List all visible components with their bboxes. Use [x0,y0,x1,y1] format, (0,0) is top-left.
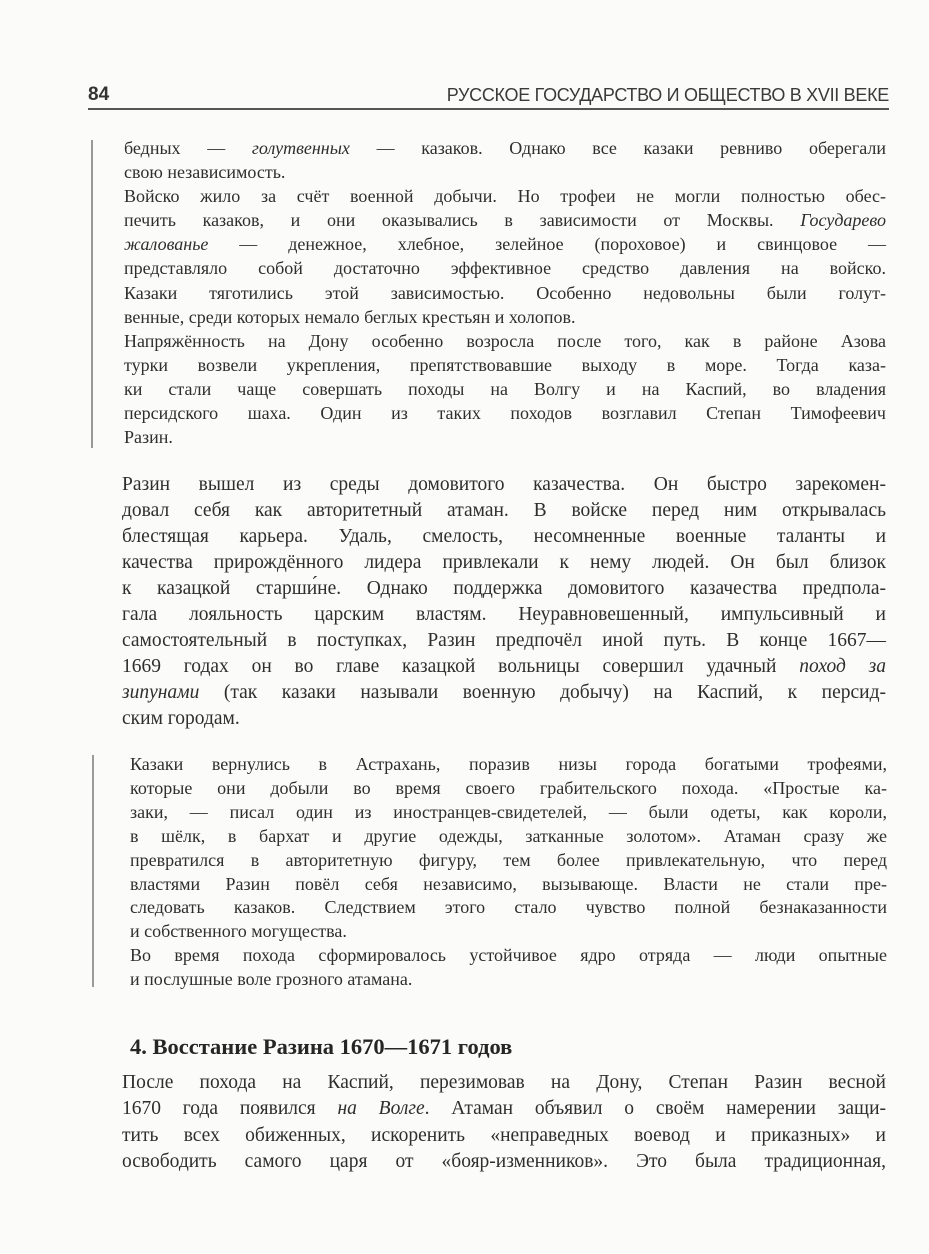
text-line [130,825,887,849]
running-head: РУССКОЕ ГОСУДАРСТВО И ОБЩЕСТВО В XVII ВЕКЕ [446,85,889,105]
text-line [122,706,886,732]
aside-block-cossack-dependence [124,136,886,449]
italic-term: на Волге [337,1098,425,1120]
italic-term: зипунами [122,682,200,703]
text-run: — казаков. Однако все казаки ревниво оберегали [349,138,886,158]
text-run: . Атаман объявил о своём намерении защи- [424,1098,886,1120]
text-line [122,1149,886,1175]
text-line [124,281,886,305]
text-run: После похода на Каспий, перезимовав на Дону, Степан Разин весной [122,1072,886,1093]
text-line [130,920,887,944]
text-run: тить всех обиженных, искоренить «неправедных воевод и приказных» и [122,1124,886,1146]
text-line [122,498,886,524]
text-run: Разин вышел из среды домовитого казачества. Он быстро зарекомен- [122,474,886,495]
italic-term: жалованье [124,234,209,255]
text-run: и послушные воле грозного атамана. [130,969,413,990]
text-run: Войско жило за счёт военной добычи. Но трофеи не могли полностью обес- [124,186,886,207]
sidebar-rule [91,140,93,448]
sidebar-rule [92,755,94,987]
text-line [122,1070,886,1096]
text-line [122,628,886,654]
text-run: самостоятельный в поступках, Разин предпочёл иной путь. В конце 1667— [122,630,886,651]
text-line [122,576,886,602]
text-line [122,654,886,680]
text-run: которые они добыли во время своего грабительского похода. «Простые ка- [130,777,887,798]
text-line [130,777,887,801]
text-line [124,232,886,256]
text-line [122,1096,886,1122]
text-line [130,896,887,920]
page-header [88,82,889,110]
text-run: 1669 годах он во главе казацкой вольницы совершил удачный [122,656,800,677]
text-run: качества прирождённого лидера привлекали к нему людей. Он был близок [122,552,886,573]
aside-block-astrakhan [130,753,887,992]
text-line [130,801,887,825]
text-line [130,873,887,897]
text-line [130,968,887,992]
text-run: представляло собой достаточно эффективное средство давления на войско. [124,258,886,279]
text-run: — денежное, хлебное, зелейное (пороховое) и свинцовое — [208,234,886,255]
text-line [122,680,886,706]
text-run: Во время похода сформировалось устойчивое ядро отряда — люди опытные [130,945,887,966]
text-run: Казаки тяготились этой зависимостью. Особенно недовольны были голут- [124,282,886,303]
italic-term: голутвенных [251,138,350,158]
text-line [124,184,886,208]
text-line [124,425,886,449]
text-line [124,160,886,184]
text-run: Казаки вернулись в Астрахань, поразив низы города богатыми трофеями, [130,754,887,774]
text-run: освободить самого царя от «бояр-изменников». Это была традиционная, [122,1150,886,1172]
text-run: ским городам. [122,708,240,729]
text-line [124,353,886,377]
text-run: в шёлк, в бархат и другие одежды, затканные золотом». Атаман сразу же [130,825,887,846]
text-line [124,401,886,425]
text-run: превратился в авторитетную фигуру, тем более привлекательную, что перед [130,849,887,870]
text-line [122,472,886,498]
text-run: 1670 года появился [122,1098,338,1120]
text-run: Разин. [124,427,173,448]
text-line [122,1123,886,1149]
text-run: персидского шаха. Один из таких походов возглавил Степан Тимофеевич [124,403,886,424]
text-run: и собственного могущества. [130,921,347,942]
text-run: властями Разин повёл себя независимо, вызывающе. Власти не стали пре- [130,873,887,894]
text-line [124,329,886,353]
paragraph-uprising-start [122,1070,886,1175]
paragraph-razin-origin [122,472,886,732]
text-line [130,944,887,968]
text-line [122,550,886,576]
text-run: турки возвели укрепления, препятствовавшие выходу в море. Тогда каза- [124,354,886,375]
text-line [124,136,886,160]
text-line [130,849,887,873]
text-run: блестящая карьера. Удаль, смелость, несомненные военные таланты и [122,526,886,547]
text-run: гала лояльность царским властям. Неуравновешенный, импульсивный и [122,604,886,625]
page-number: 84 [88,84,110,105]
text-line [124,256,886,280]
text-run: следовать казаков. Следствием этого стало чувство полной безнаказанности [130,897,887,918]
text-run: к казацкой старши́не. Однако поддержка домовитого казачества предпола- [122,578,886,599]
text-line [130,753,887,777]
text-run: ки стали чаще совершать походы на Волгу и на Каспий, во владения [124,378,886,399]
text-run: Напряжённость на Дону особенно возросла после того, как в районе Азова [124,330,886,351]
text-run: (так казаки называли военную добычу) на Каспий, к персид- [199,682,886,703]
text-run: бедных — [124,138,252,158]
text-line [122,524,886,550]
section-heading: 4. Восстание Разина 1670—1671 годов [130,1034,513,1059]
text-line [124,305,886,329]
italic-term: Государево [800,210,886,231]
text-run: венные, среди которых немало беглых крестьян и холопов. [124,306,576,327]
text-run: довал себя как авторитетный атаман. В войске перед ним открывалась [122,500,886,521]
text-run: печить казаков, и они оказывались в зависимости от Москвы. [124,210,801,231]
text-run: свою независимость. [124,162,286,183]
text-line [124,377,886,401]
italic-term: поход за [799,656,886,677]
text-line [122,602,886,628]
text-line [124,208,886,232]
text-run: заки, — писал один из иностранцев-свидетелей, — были одеты, как короли, [130,801,887,822]
